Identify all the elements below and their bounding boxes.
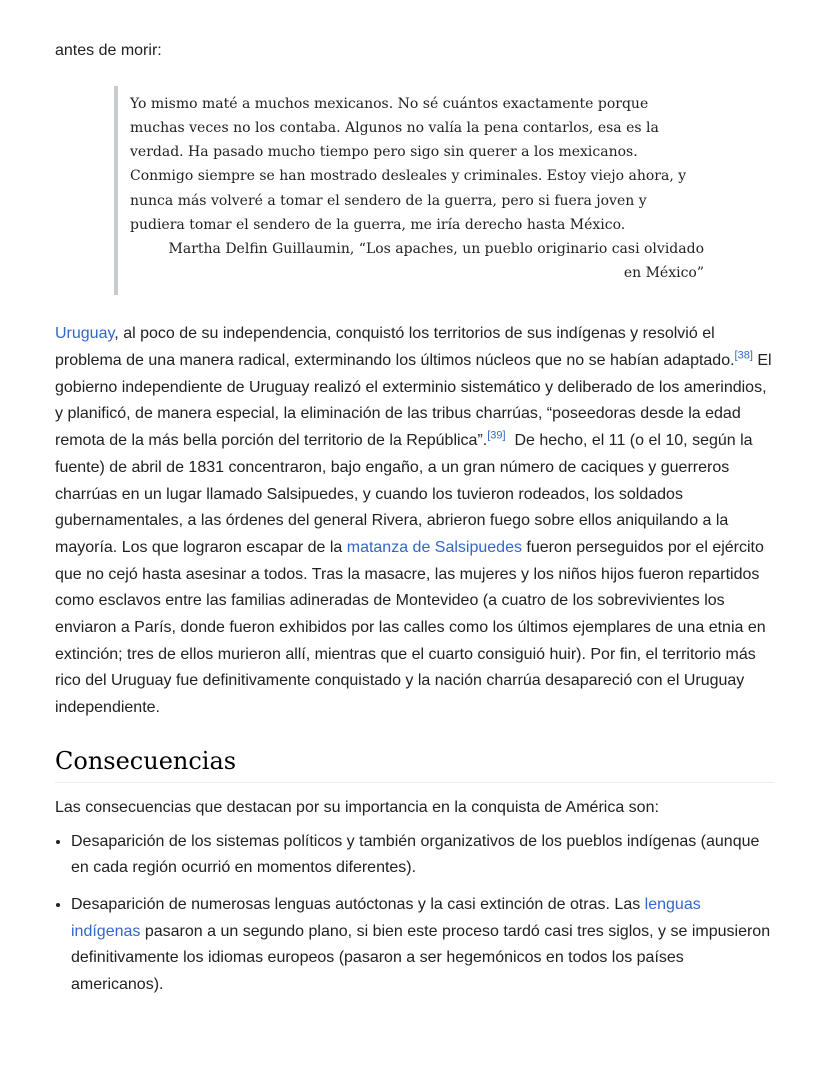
- paragraph-text-3: De hecho, el 11 (o el 10, según la fuente) de abril de 1831 concentraron, bajo engaño, a un gran número de caciques y guerreros charrúas en un lugar llamado Salsipuedes, y cuando los tuvieron rodeados, los soldados gubernamentales, a las órdenes del general Rivera, abrieron fuego sobre ellos aniquilando a la mayoría. Los que lograron escapar de la: [55, 432, 758, 556]
- section-heading-consecuencias: Consecuencias: [55, 746, 774, 783]
- link-uruguay[interactable]: Uruguay: [55, 325, 115, 343]
- uruguay-paragraph: [55, 321, 774, 722]
- list-item-text: pasaron a un segundo plano, si bien este proceso tardó casi tres siglos, y se impusieron definitivamente los idiomas europeos (pasaron a ser hegemónicos en todos los países americanos).: [71, 922, 771, 994]
- paragraph-text-2: El gobierno independiente de Uruguay realizó el exterminio sistemático y deliberado de los amerindios, y planificó, de manera especial, la eliminación de las tribus charrúas, “poseedoras desde la edad remota de la más bella porción del territorio de la República”.: [55, 352, 772, 450]
- list-item: [71, 892, 774, 999]
- paragraph-text-4: fueron perseguidos por el ejército que no cejó hasta asesinar a todos. Tras la masacre, las mujeres y los niños hijos fueron repartidos como esclavos entre las familias adineradas de Montevideo (a cuatro de los sobrevivientes los enviaron a París, donde fueron exhibidos por las calles como los últimos ejemplares de una etnia en extinción; tres de ellos murieron allí, mientras que el cuarto consiguió huir). Por fin, el territorio más rico del Uruguay fue definitivamente conquistado y la nación charrúa desapareció con el Uruguay independiente.: [55, 538, 766, 717]
- reference-39[interactable]: [39]: [487, 429, 506, 442]
- quote-attribution: Martha Delfin Guillaumin, “Los apaches, un pueblo originario casi olvidado en México”: [168, 240, 704, 282]
- paragraph-text-1: , al poco de su independencia, conquistó los territorios de sus indígenas y resolvió el problema de una manera radical, exterminando los últimos núcleos que no se habían adaptado.: [55, 325, 735, 370]
- section-lead-text: Las consecuencias que destacan por su importancia en la conquista de América son:: [55, 798, 659, 816]
- reference-38[interactable]: [38]: [734, 349, 753, 362]
- consequences-list: [55, 829, 774, 999]
- list-item: [71, 829, 774, 882]
- link-lenguas-indigenas[interactable]: lenguas indígenas: [71, 895, 701, 940]
- intro-text: antes de morir:: [55, 42, 162, 59]
- quote-block: [114, 86, 704, 296]
- quote-text: Yo mismo maté a muchos mexicanos. No sé cuántos exactamente porque muchas veces no los contaba. Algunos no valía la pena contarlos, esa es la verdad. Ha pasado mucho tiempo pero sigo sin querer a los mexicanos. Conmigo siempre se han mostrado desleales y criminales. Estoy viejo ahora, y nunca más volveré a tomar el sendero de la guerra, pero si fuera joven y pudiera tomar el sendero de la guerra, me iría derecho hasta México.: [130, 95, 687, 233]
- list-item-text: Desaparición de los sistemas políticos y también organizativos de los pueblos indígenas (aunque en cada región ocurrió en momentos diferentes).: [71, 832, 760, 877]
- link-matanza-de-salsipuedes[interactable]: matanza de Salsipuedes: [346, 538, 522, 556]
- list-item-text: Desaparición de numerosas lenguas autóctonas y la casi extinción de otras. Las: [71, 895, 645, 913]
